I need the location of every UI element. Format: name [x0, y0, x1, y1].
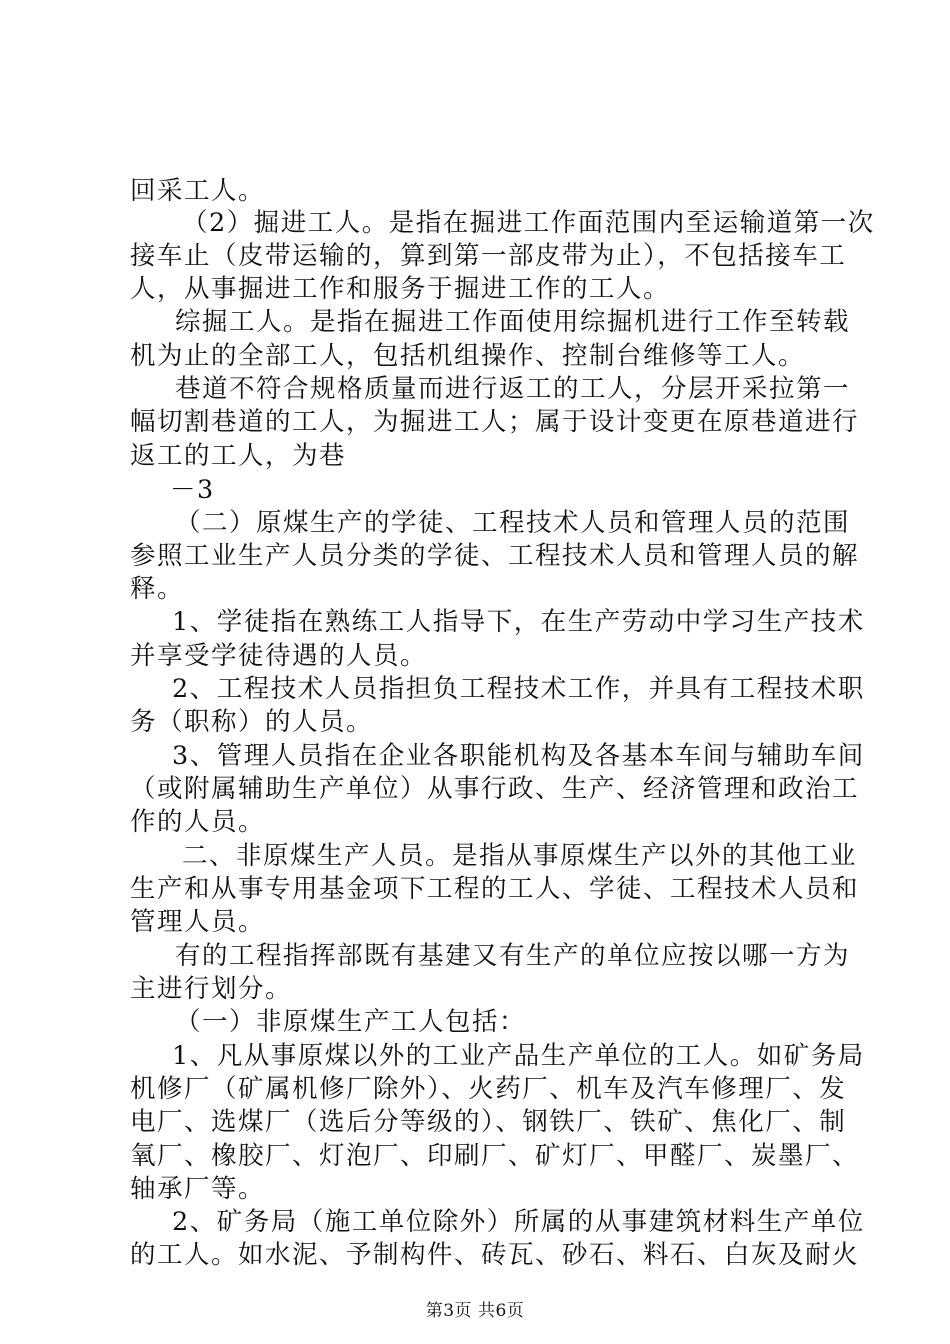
text-line: 轴承厂等。 [130, 1174, 266, 1204]
text-line: 生产和从事专用基金项下工程的工人、学徒、工程技术人员和 [130, 874, 860, 904]
text-line: 综掘工人。是指在掘进工作面使用综掘机进行工作至转载 [175, 307, 851, 337]
text-line: 作的人员。 [130, 807, 266, 837]
page-footer: 第3页 共6页 [425, 1301, 525, 1321]
text-line: （一）非原煤生产工人包括： [175, 1007, 527, 1037]
text-line: 释。 [130, 574, 185, 604]
text-line: 接车止（皮带运输的，算到第一部皮带为止），不包括接车工 [130, 241, 847, 271]
text-line: 主进行划分。 [130, 974, 293, 1004]
text-line: 并享受学徒待遇的人员。 [130, 641, 428, 671]
text-line: （2）掘进工人。是指在掘进工作面范围内至运输道第一次 [182, 208, 875, 238]
text-line: （二）原煤生产的学徒、工程技术人员和管理人员的范围 [175, 508, 851, 538]
text-line: 的工人。如水泥、予制构件、砖瓦、砂石、料石、白灰及耐火 [130, 1240, 860, 1270]
text-line: 管理人员。 [130, 907, 266, 937]
text-line: 3、管理人员指在企业各职能机构及各基本车间与辅助车间 [172, 741, 865, 771]
text-line: （或附属辅助生产单位）从事行政、生产、经济管理和政治工 [130, 774, 860, 804]
text-line: 二、非原煤生产人员。是指从事原煤生产以外的其他工业 [182, 841, 858, 871]
page-marker: －3 [170, 475, 215, 505]
text-line: 有的工程指挥部既有基建又有生产的单位应按以哪一方为 [175, 941, 851, 971]
text-line: 巷道不符合规格质量而进行返工的工人，分层开采拉第一 [175, 374, 851, 404]
text-line: 回采工人。 [130, 176, 266, 206]
text-line: 氧厂、橡胶厂、灯泡厂、印刷厂、矿灯厂、甲醛厂、炭墨厂、 [130, 1141, 860, 1171]
text-line: 幅切割巷道的工人，为掘进工人；属于设计变更在原巷道进行 [130, 407, 860, 437]
text-line: 返工的工人，为巷 [130, 441, 347, 471]
text-line: 2、工程技术人员指担负工程技术工作，并具有工程技术职 [172, 674, 865, 704]
text-line: 参照工业生产人员分类的学徒、工程技术人员和管理人员的解 [130, 541, 860, 571]
text-line: 电厂、选煤厂（选后分等级的）、钢铁厂、铁矿、焦化厂、制 [130, 1107, 847, 1137]
text-line: 1、学徒指在熟练工人指导下，在生产劳动中学习生产技术 [172, 607, 865, 637]
text-line: 机为止的全部工人，包括机组操作、控制台维修等工人。 [130, 341, 806, 371]
text-line: 务（职称）的人员。 [130, 707, 374, 737]
text-line: 人，从事掘进工作和服务于掘进工作的工人。 [130, 274, 671, 304]
text-line: 1、凡从事原煤以外的工业产品生产单位的工人。如矿务局 [172, 1041, 865, 1071]
text-line: 2、矿务局（施工单位除外）所属的从事建筑材料生产单位 [172, 1207, 865, 1237]
text-line: 机修厂（矿属机修厂除外）、火药厂、机车及汽车修理厂、发 [130, 1074, 847, 1104]
